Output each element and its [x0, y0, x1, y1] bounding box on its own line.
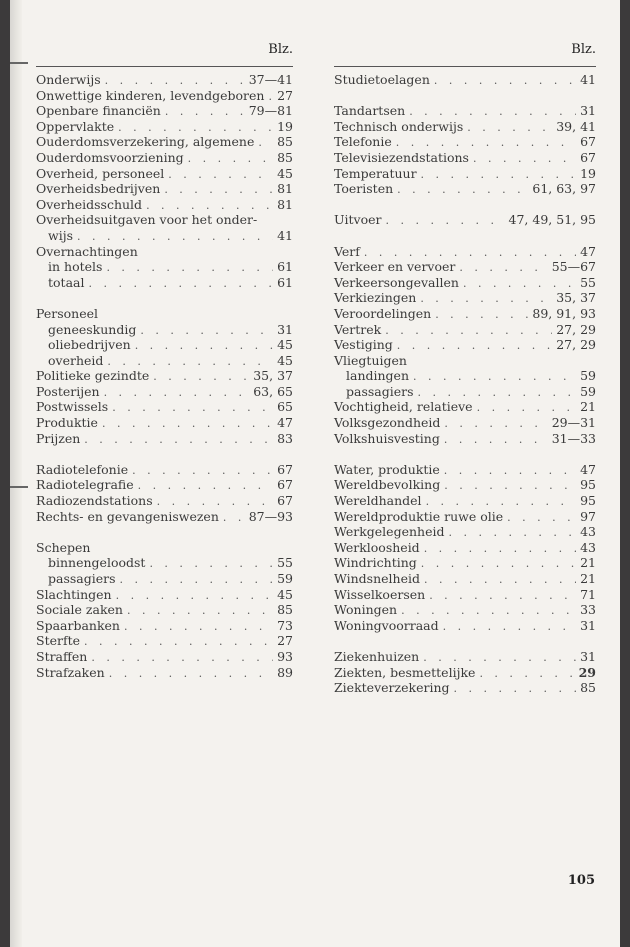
- index-entry: [36, 306, 293, 322]
- index-entry: [36, 477, 293, 493]
- entry-pages: 31: [277, 321, 293, 337]
- dot-leader: [435, 307, 528, 323]
- entry-term: Overheidsbedrijven: [36, 181, 161, 197]
- entry-pages: 55: [580, 274, 596, 290]
- entry-term: Wisselkoersen: [334, 586, 426, 602]
- section-gap: [36, 446, 293, 462]
- section-gap: [334, 633, 596, 649]
- entry-term: Openbare financiën: [36, 103, 161, 119]
- entry-pages: 85: [277, 134, 293, 150]
- dot-leader: [424, 572, 576, 588]
- entry-pages: 37—41: [248, 72, 293, 87]
- binding-edge: [10, 0, 22, 947]
- index-entry: [334, 462, 596, 478]
- index-entry: [334, 134, 596, 150]
- index-entry: [36, 384, 293, 400]
- column-header-blz: Blz.: [571, 42, 596, 57]
- entry-term: Personeel: [36, 305, 99, 321]
- entry-term: Vestiging: [334, 337, 393, 353]
- index-entry: [334, 119, 596, 135]
- entry-term: geneeskundig: [48, 321, 137, 337]
- index-entry: [334, 602, 596, 618]
- entry-pages: 59: [580, 368, 596, 384]
- index-entry: [334, 72, 596, 88]
- entry-pages: 67: [580, 149, 596, 165]
- dot-leader: [477, 400, 577, 416]
- entry-pages: 45: [277, 337, 293, 353]
- entry-term: Spaarbanken: [36, 617, 120, 633]
- column-header-blz: Blz.: [268, 42, 293, 57]
- index-entry: [334, 150, 596, 166]
- index-entry: [36, 509, 293, 525]
- index-list: [36, 72, 293, 680]
- index-entry: [36, 150, 293, 166]
- index-entry: [334, 680, 596, 696]
- index-entry: [334, 290, 596, 306]
- dot-leader: [91, 650, 273, 666]
- entry-pages: 31: [580, 617, 596, 633]
- dot-leader: [444, 432, 548, 448]
- entry-pages: 89, 91, 93: [532, 305, 596, 321]
- entry-pages: 67: [277, 461, 293, 477]
- index-entry: [334, 275, 596, 291]
- entry-pages: 85: [580, 680, 596, 696]
- index-entry: [36, 649, 293, 665]
- dot-leader: [397, 338, 552, 354]
- entry-term: passagiers: [48, 571, 116, 586]
- entry-term: Temperatuur: [334, 165, 417, 181]
- section-gap: [334, 228, 596, 244]
- entry-term: Wereldproduktie ruwe olie: [334, 508, 504, 524]
- section-gap: [334, 197, 596, 213]
- index-entry: [36, 587, 293, 603]
- dot-leader: [140, 323, 273, 339]
- index-entry: [334, 618, 596, 634]
- dot-leader: [473, 151, 576, 167]
- entry-term: Ziekteverzekering: [334, 680, 450, 696]
- index-entry: [36, 119, 293, 135]
- index-entry: [36, 166, 293, 182]
- entry-pages: 47: [277, 415, 293, 431]
- entry-pages: 47: [580, 461, 596, 477]
- dot-leader: [105, 73, 245, 89]
- index-entry: [334, 555, 596, 571]
- entry-pages: 59: [580, 383, 596, 399]
- dot-leader: [413, 369, 576, 385]
- dot-leader: [84, 634, 273, 650]
- entry-pages: 81: [277, 196, 293, 212]
- dot-leader: [421, 556, 576, 572]
- entry-term: Oppervlakte: [36, 118, 115, 134]
- entry-pages: 81: [277, 181, 293, 197]
- dot-leader: [138, 478, 273, 494]
- entry-pages: 21: [580, 399, 596, 415]
- dot-leader: [107, 354, 273, 370]
- index-entry: [334, 587, 596, 603]
- entry-pages: 45: [277, 165, 293, 181]
- index-entry: [334, 665, 596, 681]
- section-gap: [334, 88, 596, 104]
- entry-term: Strafzaken: [36, 664, 105, 680]
- entry-term: Postwissels: [36, 399, 109, 415]
- dot-leader: [429, 588, 576, 604]
- index-entry: [36, 322, 293, 338]
- dot-leader: [135, 338, 273, 354]
- index-entry: [36, 88, 293, 104]
- entry-term: Overheidsuitgaven voor het onder-: [36, 212, 258, 228]
- index-entry: [36, 368, 293, 384]
- entry-pages: 95: [580, 477, 596, 493]
- index-entry: [36, 540, 293, 556]
- entry-term: Werkgelegenheid: [334, 524, 445, 540]
- index-entry: [334, 322, 596, 338]
- entry-term: Toeristen: [334, 181, 394, 197]
- entry-pages: 55: [277, 555, 293, 571]
- entry-pages: 73: [277, 617, 293, 633]
- index-entry: [36, 244, 293, 260]
- index-entry: [36, 337, 293, 353]
- index-entry: [36, 181, 293, 197]
- index-entry: [36, 618, 293, 634]
- entry-pages: 31—33: [551, 430, 596, 446]
- index-entry: [334, 259, 596, 275]
- entry-pages: 21: [580, 555, 596, 571]
- dot-leader: [444, 416, 547, 432]
- dot-leader: [386, 213, 505, 229]
- index-entry: [36, 275, 293, 291]
- dot-leader: [223, 510, 245, 526]
- dot-leader: [444, 478, 576, 494]
- entry-pages: 31: [580, 103, 596, 119]
- dot-leader: [385, 323, 552, 339]
- entry-pages: 67: [277, 493, 293, 509]
- entry-pages: 61: [277, 259, 293, 275]
- dot-leader: [479, 666, 574, 682]
- dot-leader: [397, 182, 528, 198]
- dot-leader: [424, 541, 576, 557]
- entry-pages: 67: [580, 134, 596, 150]
- margin-mark: [10, 486, 28, 488]
- entry-pages: 83: [277, 430, 293, 446]
- entry-pages: 35, 37: [253, 368, 293, 384]
- dot-leader: [104, 385, 250, 401]
- entry-pages: 87—93: [248, 508, 293, 524]
- section-gap: [36, 290, 293, 306]
- header-rule: [334, 66, 596, 67]
- dot-leader: [364, 245, 576, 261]
- dot-leader: [268, 89, 273, 105]
- entry-term: Veroordelingen: [334, 305, 432, 321]
- index-entry: [36, 197, 293, 213]
- entry-pages: 31: [580, 648, 596, 664]
- entry-term: Werkloosheid: [334, 539, 420, 555]
- entry-pages: 45: [277, 586, 293, 602]
- dot-leader: [401, 603, 576, 619]
- entry-term: passagiers: [346, 383, 414, 399]
- dot-leader: [146, 198, 273, 214]
- index-entry: [334, 353, 596, 369]
- entry-term: Produktie: [36, 415, 98, 431]
- entry-term: Sociale zaken: [36, 602, 123, 618]
- dot-leader: [116, 588, 274, 604]
- index-entry: [36, 212, 293, 228]
- dot-leader: [459, 260, 547, 276]
- dot-leader: [467, 120, 552, 136]
- entry-pages: 67: [277, 477, 293, 493]
- entry-term: Sterfte: [36, 633, 81, 649]
- dot-leader: [448, 525, 576, 541]
- entry-pages: 47: [580, 243, 596, 259]
- entry-term: Radiotelefonie: [36, 461, 129, 477]
- index-list: [334, 72, 596, 696]
- index-entry: [334, 509, 596, 525]
- entry-term: Windsnelheid: [334, 571, 420, 586]
- dot-leader: [418, 385, 577, 401]
- entry-term: totaal: [48, 274, 85, 290]
- entry-term: Ziekten, besmettelijke: [334, 664, 476, 680]
- entry-term: in hotels: [48, 259, 103, 275]
- index-entry: [334, 368, 596, 384]
- index-entry: [36, 665, 293, 681]
- dot-leader: [102, 416, 273, 432]
- entry-pages: 61: [277, 274, 293, 290]
- index-entry: [334, 493, 596, 509]
- entry-term: Politieke gezindte: [36, 368, 150, 384]
- index-entry: [334, 181, 596, 197]
- entry-term: Windrichting: [334, 555, 417, 571]
- entry-term: Studietoelagen: [334, 72, 430, 87]
- dot-leader: [434, 73, 576, 89]
- entry-pages: 93: [277, 648, 293, 664]
- entry-term: Vochtigheid, relatieve: [334, 399, 473, 415]
- dot-leader: [423, 650, 576, 666]
- dot-leader: [77, 229, 273, 245]
- entry-term: Onderwijs: [36, 72, 101, 87]
- entry-term: wijs: [48, 227, 73, 243]
- entry-term: Ziekenhuizen: [334, 648, 420, 664]
- entry-pages: 63, 65: [253, 383, 293, 399]
- dot-leader: [84, 432, 273, 448]
- entry-term: Vertrek: [334, 321, 382, 337]
- index-entry: [36, 72, 293, 88]
- dot-leader: [88, 276, 273, 292]
- section-gap: [334, 446, 596, 462]
- entry-pages: 39, 41: [556, 118, 596, 134]
- dot-leader: [463, 276, 576, 292]
- entry-term: oliebedrijven: [48, 337, 131, 353]
- entry-term: Radiozendstations: [36, 493, 153, 509]
- dot-leader: [426, 494, 577, 510]
- dot-leader: [120, 572, 274, 588]
- index-entry: [334, 244, 596, 260]
- entry-term: Technisch onderwijs: [334, 118, 464, 134]
- dot-leader: [157, 494, 273, 510]
- index-column-right: [334, 42, 596, 696]
- entry-pages: 79—81: [248, 103, 293, 119]
- entry-pages: 19: [580, 165, 596, 181]
- entry-term: Ouderdomsverzekering, algemene: [36, 134, 255, 150]
- entry-term: Verkeersongevallen: [334, 274, 459, 290]
- entry-term: Prijzen: [36, 430, 81, 446]
- entry-pages: 29—31: [551, 415, 596, 431]
- entry-pages: 65: [277, 399, 293, 415]
- index-entry: [36, 103, 293, 119]
- entry-pages: 95: [580, 493, 596, 509]
- entry-term: Telefonie: [334, 134, 392, 150]
- index-entry: [36, 399, 293, 415]
- entry-pages: 47, 49, 51, 95: [508, 212, 596, 228]
- index-entry: [36, 353, 293, 369]
- index-entry: [334, 477, 596, 493]
- index-entry: [334, 384, 596, 400]
- index-entry: [36, 493, 293, 509]
- entry-pages: 59: [277, 571, 293, 586]
- dot-leader: [164, 182, 273, 198]
- entry-term: Volksgezondheid: [334, 415, 441, 431]
- index-entry: [334, 212, 596, 228]
- entry-pages: 21: [580, 571, 596, 586]
- entry-term: Wereldbevolking: [334, 477, 441, 493]
- dot-leader: [507, 510, 576, 526]
- index-entry: [36, 134, 293, 150]
- entry-pages: 61, 63, 97: [532, 181, 596, 197]
- index-entry: [334, 306, 596, 322]
- entry-term: Verf: [334, 243, 360, 259]
- entry-pages: 85: [277, 602, 293, 618]
- entry-term: Verkiezingen: [334, 290, 417, 306]
- dot-leader: [132, 463, 273, 479]
- entry-term: Verkeer en vervoer: [334, 259, 456, 275]
- dot-leader: [165, 104, 245, 120]
- entry-pages: 55—67: [551, 259, 596, 275]
- entry-term: Straffen: [36, 648, 88, 664]
- entry-term: Uitvoer: [334, 212, 382, 228]
- index-entry: [334, 524, 596, 540]
- entry-pages: 27, 29: [556, 321, 596, 337]
- dot-leader: [109, 666, 273, 682]
- index-entry: [36, 431, 293, 447]
- index-entry: [36, 602, 293, 618]
- index-entry: [36, 555, 293, 571]
- dot-leader: [127, 603, 273, 619]
- entry-pages: 45: [277, 352, 293, 368]
- dot-leader: [153, 369, 249, 385]
- index-entry: [334, 337, 596, 353]
- dot-leader: [258, 135, 273, 151]
- index-entry: [36, 228, 293, 244]
- dot-leader: [444, 463, 576, 479]
- dot-leader: [124, 619, 273, 635]
- dot-leader: [420, 291, 552, 307]
- entry-term: Wereldhandel: [334, 493, 422, 509]
- entry-term: Woningen: [334, 602, 398, 618]
- header-rule: [36, 66, 293, 67]
- entry-term: Ouderdomsvoorziening: [36, 149, 184, 165]
- margin-mark: [10, 62, 28, 64]
- index-entry: [36, 633, 293, 649]
- entry-pages: 27, 29: [556, 337, 596, 353]
- entry-term: Vliegtuigen: [334, 352, 407, 368]
- entry-pages: 43: [580, 539, 596, 555]
- entry-pages: 27: [277, 87, 293, 103]
- entry-pages: 43: [580, 524, 596, 540]
- dot-leader: [106, 260, 273, 276]
- entry-term: Volkshuisvesting: [334, 430, 440, 446]
- index-entry: [36, 415, 293, 431]
- index-entry: [334, 649, 596, 665]
- index-entry: [334, 166, 596, 182]
- entry-term: Televisiezendstations: [334, 149, 469, 165]
- entry-pages: 19: [277, 118, 293, 134]
- entry-pages: 41: [580, 72, 596, 87]
- entry-pages: 41: [277, 227, 293, 243]
- entry-term: binnengeloodst: [48, 555, 146, 571]
- entry-term: Onwettige kinderen, levendgeboren: [36, 87, 265, 103]
- entry-term: Overheid, personeel: [36, 165, 165, 181]
- dot-leader: [443, 619, 576, 635]
- dot-leader: [396, 135, 576, 151]
- index-entry: [334, 103, 596, 119]
- index-entry: [36, 259, 293, 275]
- section-gap: [36, 524, 293, 540]
- index-entry: [334, 431, 596, 447]
- entry-pages: 33: [580, 602, 596, 618]
- dot-leader: [112, 400, 273, 416]
- entry-pages: 71: [580, 586, 596, 602]
- index-entry: [334, 399, 596, 415]
- dot-leader: [454, 681, 577, 697]
- entry-term: Posterijen: [36, 383, 100, 399]
- index-column-left: [36, 42, 293, 680]
- dot-leader: [409, 104, 576, 120]
- index-entry: [36, 571, 293, 587]
- entry-term: Overheidsschuld: [36, 196, 143, 212]
- entry-pages: 35, 37: [556, 290, 596, 306]
- dot-leader: [421, 167, 577, 183]
- entry-term: Schepen: [36, 539, 91, 555]
- entry-pages: 27: [277, 633, 293, 649]
- index-entry: [334, 415, 596, 431]
- entry-term: Tandartsen: [334, 103, 406, 119]
- dot-leader: [188, 151, 273, 167]
- entry-pages: 89: [277, 664, 293, 680]
- entry-pages: 97: [580, 508, 596, 524]
- entry-term: Slachtingen: [36, 586, 112, 602]
- index-entry: [334, 540, 596, 556]
- entry-term: Rechts- en gevangeniswezen: [36, 508, 219, 524]
- entry-term: Radiotelegrafie: [36, 477, 134, 493]
- entry-pages: 29: [578, 664, 596, 680]
- index-entry: [334, 571, 596, 587]
- index-entry: [36, 462, 293, 478]
- page-number: 105: [567, 873, 595, 888]
- dot-leader: [149, 556, 273, 572]
- dot-leader: [168, 167, 273, 183]
- entry-term: Woningvoorraad: [334, 617, 439, 633]
- entry-term: landingen: [346, 368, 410, 384]
- dot-leader: [118, 120, 273, 136]
- entry-term: Overnachtingen: [36, 243, 138, 259]
- entry-term: overheid: [48, 352, 104, 368]
- entry-term: Water, produktie: [334, 461, 440, 477]
- entry-pages: 85: [277, 149, 293, 165]
